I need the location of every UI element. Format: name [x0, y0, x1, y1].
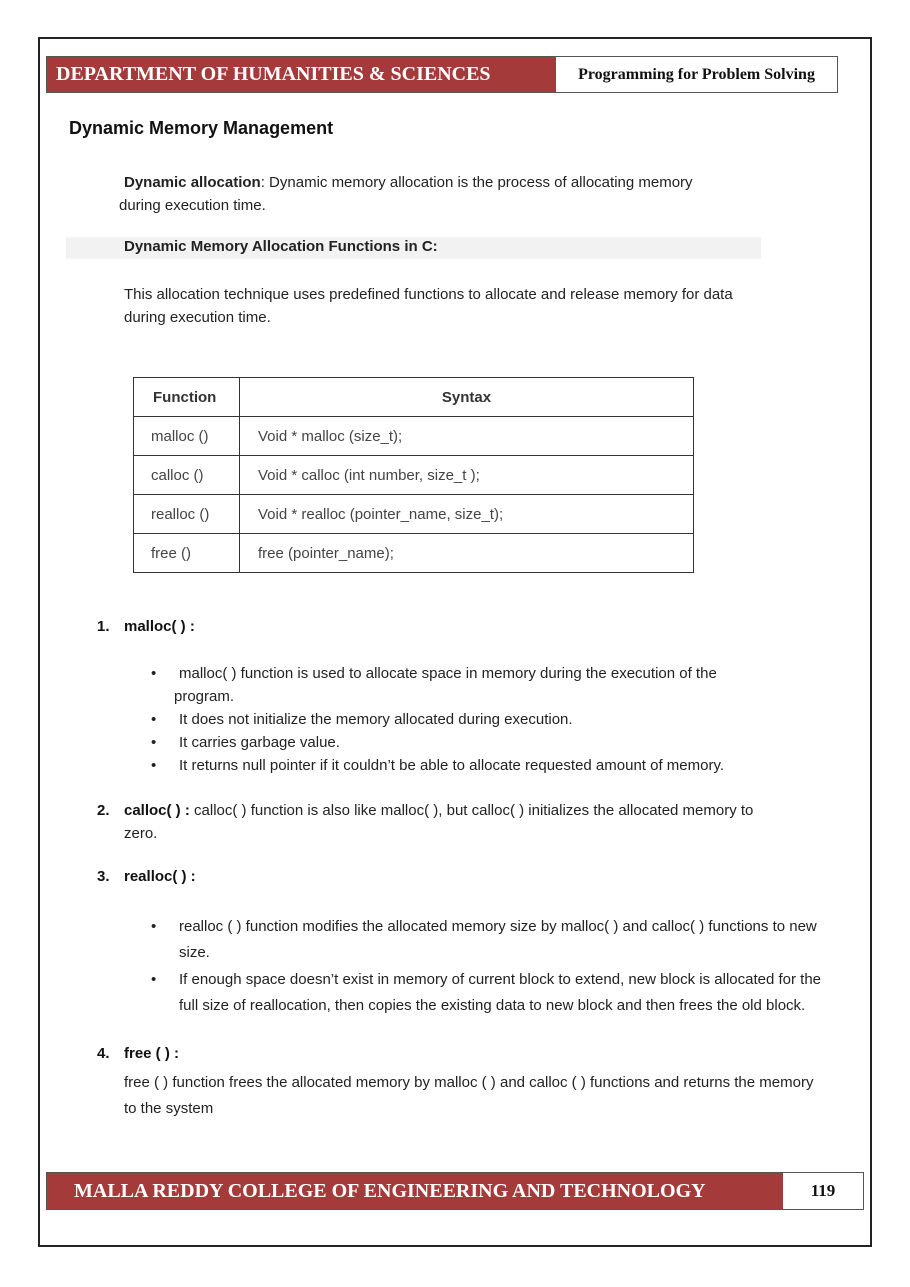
free-title: free ( ) :	[124, 1045, 180, 1062]
table-header-syntax: Syntax	[240, 378, 694, 417]
realloc-title: realloc( ) :	[124, 868, 196, 885]
free-text: free ( ) function frees the allocated memory by malloc ( ) and calloc ( ) functions and returns the memory to the system	[124, 1074, 814, 1117]
calloc-line1	[97, 799, 837, 822]
technique-paragraph	[124, 283, 844, 329]
technique-line1: This allocation technique uses predefined functions to allocate and release memory for data	[124, 286, 733, 303]
page-title: Dynamic Memory Management	[69, 118, 334, 138]
table-row	[134, 495, 694, 534]
malloc-bullets	[151, 662, 831, 777]
calloc-number: 2.	[97, 802, 110, 819]
realloc-bullets	[151, 914, 831, 1018]
realloc-number: 3.	[97, 868, 110, 885]
intro-paragraph	[124, 171, 824, 194]
malloc-number: 1.	[97, 618, 110, 635]
calloc-text-line2: zero.	[124, 825, 158, 842]
calloc-section	[97, 799, 837, 845]
intro-text-line2: during execution time.	[119, 197, 266, 214]
table-cell-syntax: Void * malloc (size_t);	[240, 417, 694, 456]
functions-table	[133, 377, 694, 573]
calloc-text-line1: calloc( ) function is also like malloc( ), but calloc( ) initializes the allocated memory to	[189, 802, 754, 819]
page-header	[46, 56, 838, 93]
bullet-text-cont: program.	[174, 688, 235, 705]
functions-heading: Dynamic Memory Allocation Functions in C:	[124, 238, 438, 255]
free-number: 4.	[97, 1045, 110, 1062]
list-item	[151, 662, 831, 708]
table-row	[134, 456, 694, 495]
intro-term: Dynamic allocation	[124, 174, 261, 191]
list-item: • realloc ( ) function modifies the allocated memory size by malloc( ) and calloc( ) functions to new size.	[151, 914, 831, 965]
page-border	[38, 37, 872, 1247]
list-item: • It returns null pointer if it couldn’t be able to allocate requested amount of memory.	[151, 754, 831, 777]
table-cell-syntax: Void * realloc (pointer_name, size_t);	[240, 495, 694, 534]
table-cell-syntax: free (pointer_name);	[240, 534, 694, 573]
bullet-text: • malloc( ) function is used to allocate space in memory during the execution of the	[179, 665, 717, 682]
calloc-title: calloc( ) :	[124, 802, 190, 819]
table-cell-syntax: Void * calloc (int number, size_t );	[240, 456, 694, 495]
malloc-title: malloc( ) :	[124, 618, 195, 635]
table-cell-function: free ()	[134, 534, 240, 573]
page-footer	[46, 1172, 864, 1210]
table-cell-function: calloc ()	[134, 456, 240, 495]
free-heading	[97, 1045, 179, 1062]
department-name: DEPARTMENT OF HUMANITIES & SCIENCES	[47, 57, 556, 92]
table-header-row	[134, 378, 694, 417]
subject-name: Programming for Problem Solving	[578, 65, 815, 83]
table-cell-function: realloc ()	[134, 495, 240, 534]
page-number: 119	[810, 1181, 836, 1200]
college-name: MALLA REDDY COLLEGE OF ENGINEERING AND TECHNOLOGY	[47, 1173, 783, 1209]
list-item: • It does not initialize the memory allocated during execution.	[151, 708, 831, 731]
list-item: • If enough space doesn’t exist in memory of current block to extend, new block is allocated for the full size of reallocation, then copies the existing data to new block and then frees the old block.	[151, 967, 831, 1018]
list-item: • It carries garbage value.	[151, 731, 831, 754]
table-cell-function: malloc ()	[134, 417, 240, 456]
intro-text-line1: : Dynamic memory allocation is the process of allocating memory	[260, 174, 693, 191]
table-row	[134, 534, 694, 573]
table-row	[134, 417, 694, 456]
table-header-function: Function	[134, 378, 240, 417]
realloc-heading	[97, 868, 196, 885]
malloc-heading	[97, 618, 195, 635]
technique-line2: during execution time.	[124, 309, 271, 326]
